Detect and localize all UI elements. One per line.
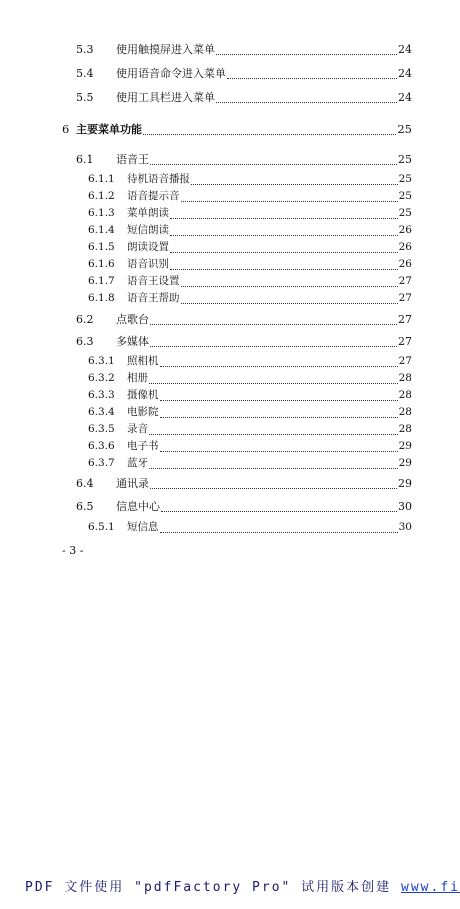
toc-entry-title: 摄像机 <box>127 389 159 401</box>
toc-entry[interactable] <box>88 521 412 534</box>
toc-entry-page: 27 <box>398 335 412 348</box>
toc-entry-title: 短信息 <box>127 521 159 533</box>
toc-entry[interactable] <box>88 258 412 271</box>
toc-entry-title: 使用工具栏进入菜单 <box>116 91 215 104</box>
toc-entry-number: 6.2 <box>76 313 94 326</box>
toc-leader-dots <box>216 93 397 103</box>
toc-entry-page: 25 <box>397 122 412 136</box>
watermark-link[interactable]: www.fi <box>401 880 460 895</box>
toc-entry-page: 25 <box>398 207 412 219</box>
toc-leader-dots <box>150 479 397 489</box>
toc-entry-page: 25 <box>398 190 412 202</box>
toc-entry-number: 5.3 <box>76 43 94 56</box>
toc-entry[interactable] <box>88 355 412 368</box>
toc-entry-page: 24 <box>398 43 412 56</box>
toc-entry-number: 6.1.7 <box>88 275 115 287</box>
toc-entry[interactable] <box>76 313 412 327</box>
toc-entry-title: 照相机 <box>127 355 159 367</box>
toc-leader-dots <box>150 155 397 165</box>
toc-entry-page: 27 <box>398 292 412 304</box>
toc-leader-dots <box>161 502 397 512</box>
toc-entry-number: 6.4 <box>76 477 94 490</box>
toc-entry-title: 语音王 <box>116 153 149 166</box>
toc-entry[interactable] <box>88 292 412 305</box>
toc-entry[interactable] <box>88 275 412 288</box>
toc-leader-dots <box>170 209 398 219</box>
toc-entry-number: 6.3.2 <box>88 372 115 384</box>
toc-entry-page: 28 <box>398 423 412 435</box>
toc-entry-title: 短信朗读 <box>127 224 169 236</box>
watermark-text: PDF 文件使用 "pdfFactory Pro" 试用版本创建 <box>25 880 402 895</box>
toc-leader-dots <box>160 391 398 401</box>
toc-entry[interactable] <box>88 440 412 453</box>
toc-entry[interactable] <box>88 389 412 402</box>
toc-entry[interactable] <box>88 224 412 237</box>
toc-leader-dots <box>216 45 397 55</box>
toc-entry-title: 信息中心 <box>116 500 160 513</box>
toc-leader-dots <box>149 425 398 435</box>
toc-leader-dots <box>227 69 397 79</box>
toc-entry-number: 6.1.6 <box>88 258 115 270</box>
toc-entry-title: 多媒体 <box>116 335 149 348</box>
toc-leader-dots <box>181 277 398 287</box>
toc-entry-page: 30 <box>398 521 412 533</box>
toc-entry[interactable] <box>88 207 412 220</box>
toc-leader-dots <box>143 125 396 135</box>
toc-entry-number: 6.1.2 <box>88 190 115 202</box>
toc-entry[interactable] <box>76 43 412 57</box>
toc-entry-number: 6.1.4 <box>88 224 115 236</box>
toc-leader-dots <box>170 243 398 253</box>
toc-entry-number: 6.3.6 <box>88 440 115 452</box>
toc-entry-title: 电子书 <box>127 440 159 452</box>
toc-leader-dots <box>160 442 398 452</box>
toc-entry-number: 6.1.5 <box>88 241 115 253</box>
toc-entry[interactable] <box>88 241 412 254</box>
toc-entry-number: 6 <box>62 122 70 136</box>
toc-leader-dots <box>170 226 398 236</box>
toc-entry-page: 26 <box>398 241 412 253</box>
toc-leader-dots <box>181 192 398 202</box>
toc-entry-title: 语音识别 <box>127 258 169 270</box>
toc-entry[interactable] <box>76 153 412 167</box>
toc-entry-page: 30 <box>398 500 412 513</box>
toc-entry-number: 6.1.3 <box>88 207 115 219</box>
toc-entry-page: 29 <box>398 440 412 452</box>
toc-entry-title: 点歌台 <box>116 313 149 326</box>
toc-entry[interactable] <box>76 91 412 105</box>
toc-entry-title: 语音王帮助 <box>127 292 180 304</box>
toc-entry-page: 28 <box>398 372 412 384</box>
toc-entry-page: 25 <box>398 153 412 166</box>
toc-entry-number: 5.4 <box>76 67 94 80</box>
toc-entry-page: 26 <box>398 224 412 236</box>
toc-entry[interactable] <box>88 372 412 385</box>
toc-entry-title: 蓝牙 <box>127 457 148 469</box>
toc-entry-page: 24 <box>398 67 412 80</box>
toc-entry-page: 28 <box>398 389 412 401</box>
toc-entry-page: 29 <box>398 477 412 490</box>
toc-entry-page: 27 <box>398 275 412 287</box>
toc-entry-number: 6.3.1 <box>88 355 115 367</box>
toc-leader-dots <box>150 337 397 347</box>
toc-entry-chapter[interactable] <box>62 122 412 137</box>
page-number: - 3 - <box>62 544 84 557</box>
toc-leader-dots <box>149 459 398 469</box>
toc-entry-page: 25 <box>398 173 412 185</box>
toc-entry-title: 通讯录 <box>116 477 149 490</box>
toc-entry[interactable] <box>88 423 412 436</box>
toc-entry-number: 6.5.1 <box>88 521 115 533</box>
toc-entry-page: 27 <box>398 313 412 326</box>
toc-leader-dots <box>160 408 398 418</box>
toc-entry-number: 6.5 <box>76 500 94 513</box>
toc-leader-dots <box>160 523 398 533</box>
toc-entry-title: 菜单朗读 <box>127 207 169 219</box>
toc-entry-title: 主要菜单功能 <box>76 123 142 136</box>
toc-leader-dots <box>191 175 398 185</box>
toc-entry-page: 28 <box>398 406 412 418</box>
toc-entry-number: 6.1.8 <box>88 292 115 304</box>
toc-entry-title: 使用语音命令进入菜单 <box>116 67 226 80</box>
toc-entry-page: 27 <box>398 355 412 367</box>
toc-entry-number: 6.3.7 <box>88 457 115 469</box>
toc-entry-page: 24 <box>398 91 412 104</box>
toc-entry[interactable] <box>76 500 412 514</box>
pdf-watermark-footer <box>25 876 460 895</box>
toc-entry[interactable] <box>88 173 412 186</box>
toc-entry-title: 电影院 <box>127 406 159 418</box>
toc-entry[interactable] <box>88 406 412 419</box>
toc-entry-title: 语音王设置 <box>127 275 180 287</box>
toc-entry-title: 录音 <box>127 423 148 435</box>
toc-leader-dots <box>150 315 397 325</box>
toc-entry-title: 相册 <box>127 372 148 384</box>
toc-leader-dots <box>160 357 398 367</box>
toc-leader-dots <box>149 374 398 384</box>
toc-entry-number: 6.1.1 <box>88 173 115 185</box>
toc-entry[interactable] <box>76 67 412 81</box>
toc-entry-title: 语音提示音 <box>127 190 180 202</box>
toc-entry-title: 待机语音播报 <box>127 173 190 185</box>
toc-entry-title: 使用触摸屏进入菜单 <box>116 43 215 56</box>
toc-entry[interactable] <box>76 335 412 349</box>
toc-entry-number: 6.1 <box>76 153 94 166</box>
toc-leader-dots <box>181 294 398 304</box>
toc-entry-number: 6.3.3 <box>88 389 115 401</box>
toc-entry-number: 6.3 <box>76 335 94 348</box>
toc-entry-page: 26 <box>398 258 412 270</box>
toc-leader-dots <box>170 260 398 270</box>
toc-entry-number: 6.3.5 <box>88 423 115 435</box>
toc-entry[interactable] <box>88 190 412 203</box>
toc-entry[interactable] <box>76 477 412 491</box>
toc-entry-title: 朗读设置 <box>127 241 169 253</box>
toc-entry-number: 5.5 <box>76 91 94 104</box>
toc-entry-page: 29 <box>398 457 412 469</box>
toc-entry-number: 6.3.4 <box>88 406 115 418</box>
toc-entry[interactable] <box>88 457 412 470</box>
